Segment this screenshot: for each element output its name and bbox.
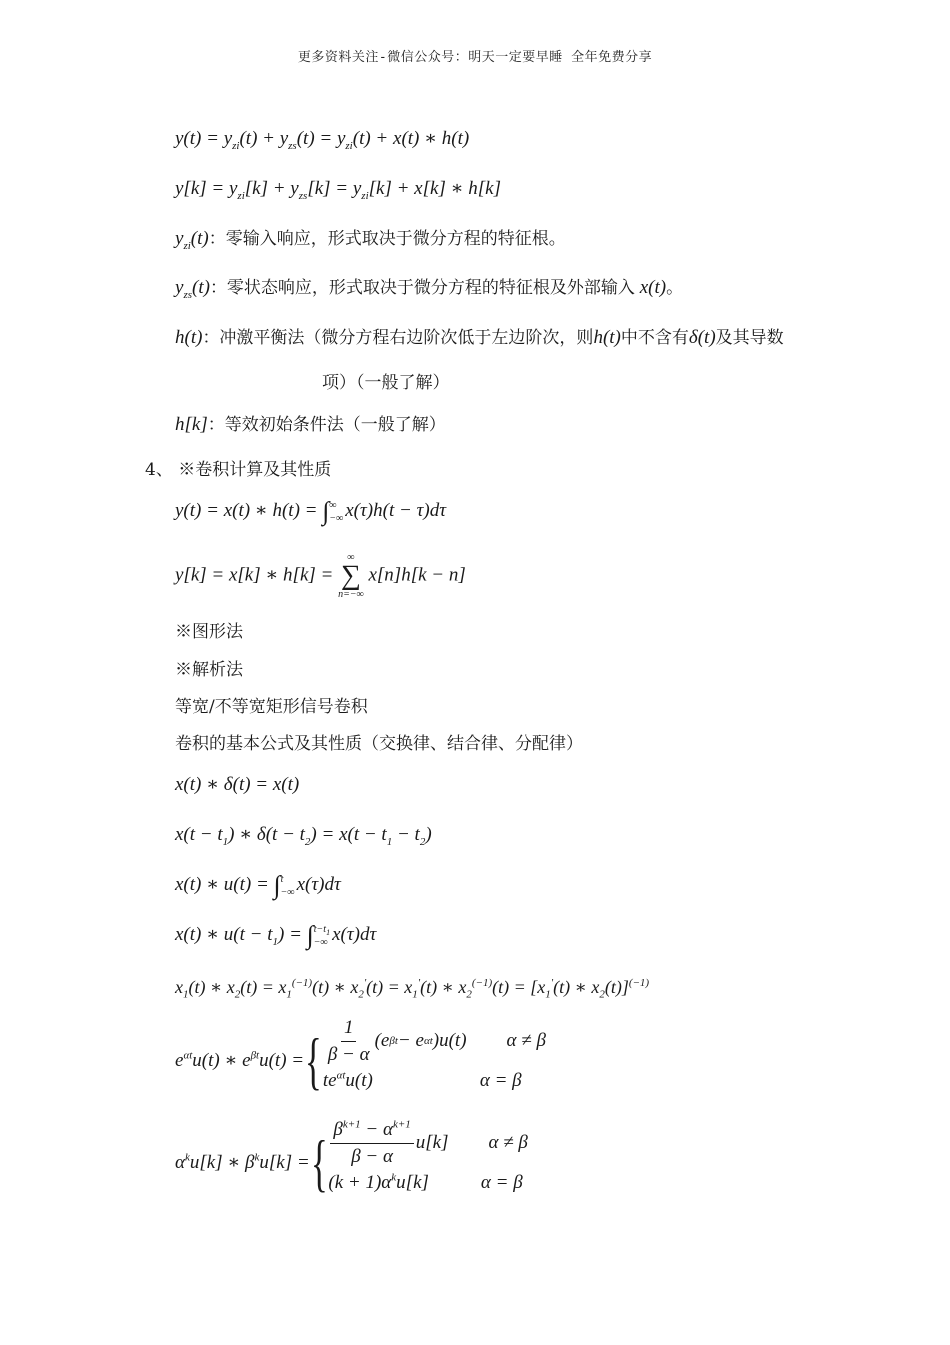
note-zero-state: $y_{zs}(t)$：零状态响应，形式取决于微分方程的特征根及外部输入 x(t)。 — [175, 277, 684, 301]
convolution-properties-heading: 卷积的基本公式及其性质（交换律、结合律、分配律） — [175, 734, 583, 754]
formula-yk-decomposition: $y[k] = y_{zi}[k] + y_{zs}[k] = y_{zi}[k] + x[k]$ ∗ h[k] — [175, 178, 501, 202]
formula-delta-shift: $x(t - t_1)$ ∗ $\delta(t - t_2) = x(t - t_1 - t_2)$ — [175, 824, 432, 848]
formula-delta-identity: x(t) ∗ δ(t) = x(t) — [175, 774, 300, 795]
note-zero-input-text: ：零输入响应，形式取决于微分方程的特征根。 — [208, 229, 566, 249]
formula-differentiation-integration: $x_1(t)$ ∗ $x_2(t) = x_1^{(-1)}(t)$ ∗ $x_2'(t) = x_1'(t)$ ∗ $x_2^{(-1)}(t) = [x_1'(t)$ ∗ $x_2(t)]^{(-1)}$ — [175, 977, 650, 1001]
formula-discrete-convolution: y[k] = x[k] ∗ h[k] = ∞ ∑ n=−∞ x[n]h[k − n] — [175, 552, 466, 600]
method-graphic: ※图形法 — [175, 622, 243, 642]
note-zero-state-end: 。 — [666, 278, 684, 298]
note-impulse-text: ：冲激平衡法（微分方程右边阶次低于左边阶次，则 — [202, 328, 594, 348]
formula-continuous-convolution: y(t) = x(t) ∗ h(t) = ∫ ∞ −∞ x(τ)h(t − τ)dτ — [175, 496, 446, 526]
section-title: 4、 ※卷积计算及其性质 — [145, 460, 332, 480]
formula-exponential-discrete: $\alpha^ku[k]$ ∗ $\beta^ku[k]$ = { $\frac{\beta^{k+1} - \alpha^{k+1}}{\beta - \alpha}$ u[k] α ≠ β $(k + 1)\alpha^ku[k]$ α = β — [175, 1118, 528, 1198]
note-zero-state-text: ：零状态响应，形式取决于微分方程的特征根及外部输入 — [209, 278, 635, 298]
formula-yt-decomposition: $y(t) = y_{zi}(t) + y_{zs}(t) = y_{zi}(t) + x(t)$ ∗ h(t) — [175, 128, 470, 152]
note-impulse-end: 及其导数 — [715, 328, 784, 348]
note-impulse-mid: 中不含有 — [620, 328, 689, 348]
note-zero-input: $y_{zi}(t)$：零输入响应，形式取决于微分方程的特征根。 — [175, 228, 566, 252]
method-rectangular: 等宽/不等宽矩形信号卷积 — [175, 697, 368, 717]
note-unit-sample-text: ：等效初始条件法（一般了解） — [207, 415, 446, 435]
formula-step-integral: x(t) ∗ u(t) = ∫ t −∞ x(τ)dτ — [175, 870, 341, 900]
method-analytic: ※解析法 — [175, 660, 243, 680]
note-impulse-response: h(t)：冲激平衡法（微分方程右边阶次低于左边阶次，则h(t)中不含有δ(t)及其导数 — [175, 327, 784, 348]
formula-shifted-step-integral: x(t) ∗ $u(t - t_1)$ = ∫ $t-t_1$ −∞ x(τ)dτ — [175, 920, 377, 950]
note-impulse-continuation: 项）（一般了解） — [322, 373, 450, 393]
formula-exponential-continuous: $e^{\alpha t}u(t)$ ∗ $e^{\beta t}u(t)$ = { $\frac{1}{\beta - \alpha}$ (e βt − e αt )u(t) α ≠ β $te^{\alpha t}u(t)$ α = β — [175, 1016, 546, 1096]
note-unit-sample-response: h[k]：等效初始条件法（一般了解） — [175, 414, 446, 435]
page-header: 更多资料关注-微信公众号：明天一定要早睡 全年免费分享 — [297, 50, 653, 65]
